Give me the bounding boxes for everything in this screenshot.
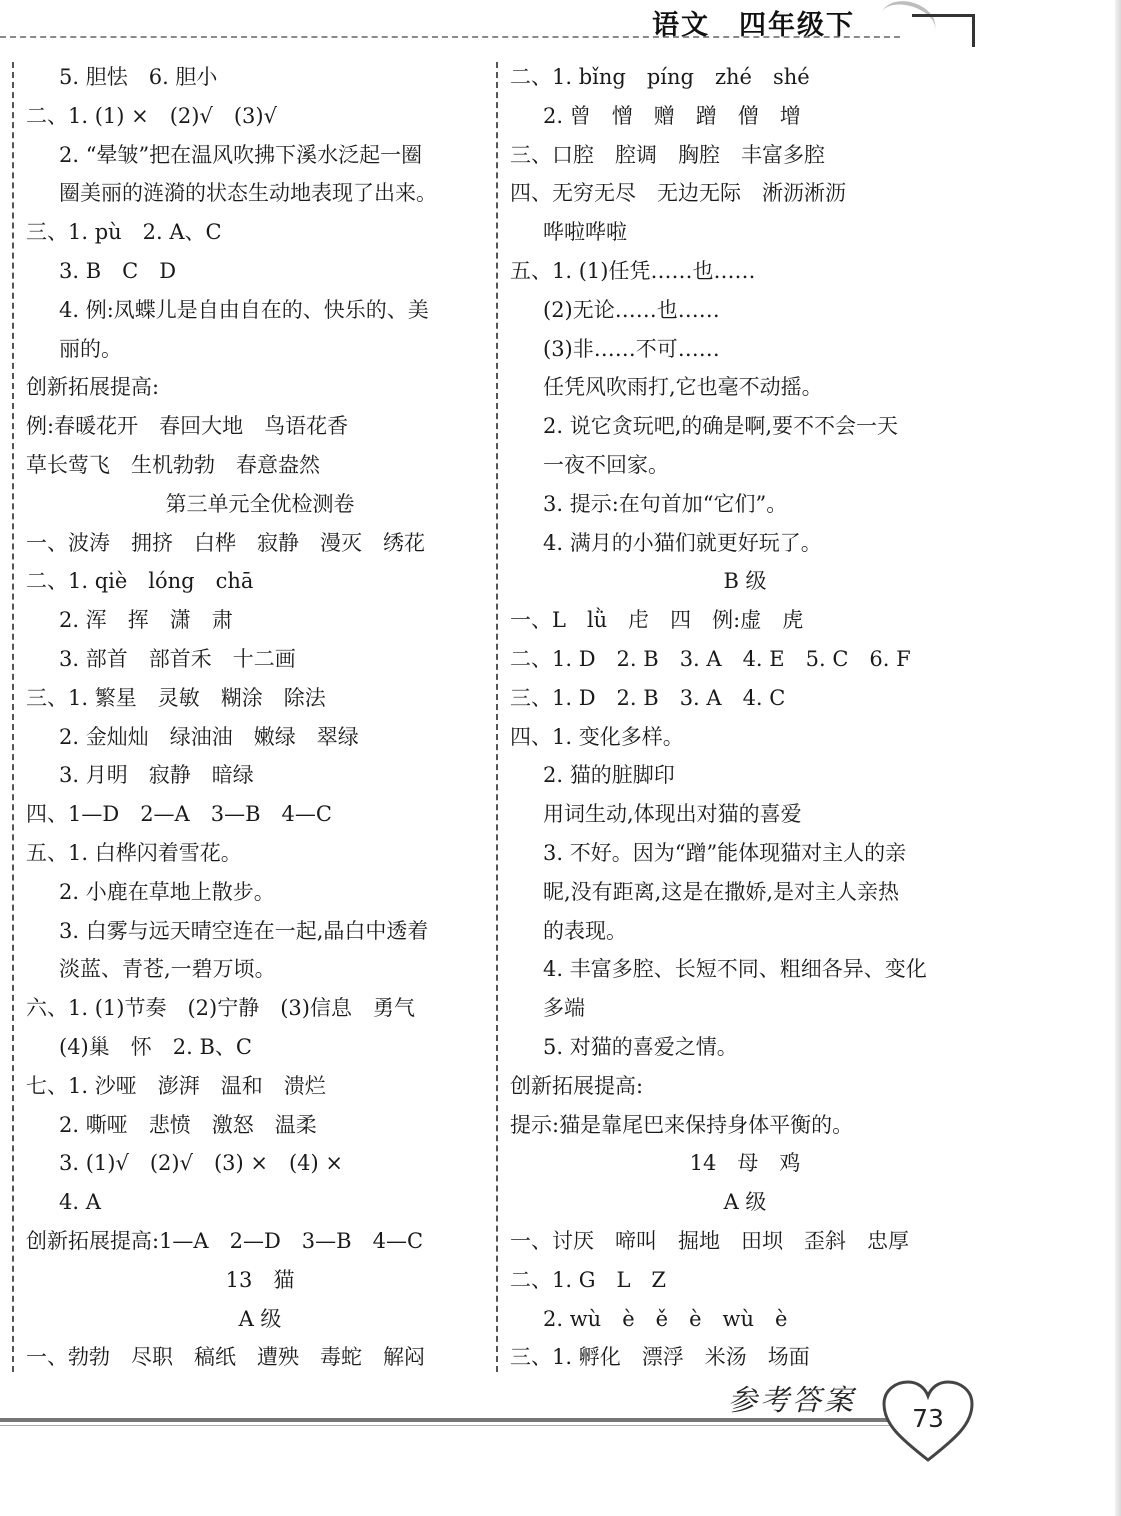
answer-line: 三、口腔 腔调 胸腔 丰富多腔 [510, 142, 825, 167]
answer-line: 哗啦哗啦 [543, 220, 627, 245]
answer-line: (4)巢 怀 2. B、C [59, 1034, 252, 1059]
header-title: 语文 四年级下 [652, 10, 855, 41]
answer-line: 例:春暖花开 春回大地 鸟语花香 [26, 414, 349, 439]
answer-line: 一夜不回家。 [543, 452, 669, 477]
answer-line: 4. 丰富多腔、长短不同、粗细各异、变化 [543, 957, 927, 982]
answer-line: 圈美丽的涟漪的状态生动地表现了出来。 [59, 181, 437, 206]
answer-line: 七、1. 沙哑 澎湃 温和 溃烂 [26, 1073, 326, 1098]
page-header [0, 0, 975, 48]
answer-line: 3. (1)√ (2)√ (3) × (4) × [59, 1151, 344, 1176]
column-divider [496, 62, 498, 1372]
answer-line: 一、L lǜ 虍 四 例:虚 虎 [510, 608, 804, 633]
answer-line: 二、1. (1) × (2)√ (3)√ [26, 103, 277, 128]
page-number: 73 [912, 1404, 944, 1433]
section-heading: A 级 [723, 1190, 767, 1215]
footer-rule-thin [0, 1425, 890, 1426]
answer-line: 五、1. 白桦闪着雪花。 [26, 840, 242, 865]
answer-line: 一、勃勃 尽职 稿纸 遭殃 毒蛇 解闷 [26, 1345, 425, 1370]
answer-line: 多端 [543, 996, 585, 1021]
answer-line: 5. 对猫的喜爱之情。 [543, 1034, 738, 1059]
section-heading: 14 母 鸡 [689, 1151, 801, 1176]
answer-line: 创新拓展提高: [26, 375, 160, 400]
answer-line: 2. 浑 挥 潇 肃 [59, 608, 233, 633]
answer-line: 二、1. D 2. B 3. A 4. E 5. C 6. F [510, 646, 911, 671]
answer-line: 草长莺飞 生机勃勃 春意盎然 [26, 452, 320, 477]
answer-line: 4. 满月的小猫们就更好玩了。 [543, 530, 822, 555]
answer-line: 创新拓展提高:1—A 2—D 3—B 4—C [26, 1228, 424, 1253]
answer-line: 三、1. D 2. B 3. A 4. C [510, 685, 786, 710]
answer-line: 的表现。 [543, 918, 627, 943]
answer-line: 2. 嘶哑 悲愤 激怒 温柔 [59, 1112, 317, 1137]
answer-line: 5. 胆怯 6. 胆小 [59, 65, 218, 89]
answer-line: 三、1. 繁星 灵敏 糊涂 除法 [26, 685, 326, 710]
right-answer-column [510, 58, 980, 1377]
section-heading: B 级 [723, 569, 767, 594]
answer-line: 一、波涛 拥挤 白桦 寂静 漫灭 绣花 [26, 530, 425, 555]
section-heading: A 级 [238, 1306, 282, 1331]
answer-line: 2. 金灿灿 绿油油 嫩绿 翠绿 [59, 724, 359, 749]
answer-line: 四、无穷无尽 无边无际 淅沥淅沥 [510, 181, 846, 206]
section-heading: 第三单元全优检测卷 [165, 491, 355, 516]
answer-line: 三、1. 孵化 漂浮 米汤 场面 [510, 1345, 810, 1370]
answer-line: 四、1. 变化多样。 [510, 724, 684, 749]
answer-line: 2. 曾 憎 赠 蹭 僧 增 [543, 103, 801, 128]
answer-line: 3. 月明 寂静 暗绿 [59, 763, 254, 788]
answer-line: 3. 部首 部首禾 十二画 [59, 646, 296, 671]
answer-line: 3. B C D [59, 258, 177, 283]
answer-line: 2. 小鹿在草地上散步。 [59, 879, 275, 904]
answer-line: 五、1. (1)任凭……也…… [510, 258, 756, 283]
answer-line: 4. 例:凤蝶儿是自由自在的、快乐的、美 [59, 297, 429, 322]
left-margin-divider [12, 62, 14, 1372]
footer-label: 参考答案 [728, 1383, 857, 1417]
answer-line: 4. A [59, 1190, 101, 1215]
answer-line: 昵,没有距离,这是在撒娇,是对主人亲热 [543, 879, 900, 904]
answer-line: (2)无论……也…… [543, 297, 720, 322]
header-corner-bracket [912, 14, 975, 47]
answer-line: 四、1—D 2—A 3—B 4—C [26, 802, 332, 827]
answer-line: 3. 提示:在句首加“它们”。 [543, 491, 788, 516]
answer-line: 二、1. G L Z [510, 1267, 667, 1292]
answer-line: 3. 白雾与远天晴空连在一起,晶白中透着 [59, 918, 429, 943]
answer-line: 三、1. pù 2. A、C [26, 220, 222, 245]
answer-line: 2. wù è ě è wù è [543, 1306, 788, 1331]
answer-line: 2. “晕皱”把在温风吹拂下溪水泛起一圈 [59, 142, 423, 167]
answer-line: 淡蓝、青苍,一碧万顷。 [59, 957, 276, 982]
answer-line: 丽的。 [59, 336, 122, 361]
answer-line: 二、1. qiè lóng chā [26, 569, 254, 594]
section-heading: 13 猫 [225, 1267, 295, 1292]
answer-line: 任凭风吹雨打,它也毫不动摇。 [543, 375, 823, 400]
answer-line: 一、讨厌 啼叫 掘地 田坝 歪斜 忠厚 [510, 1228, 909, 1253]
page-edge [1115, 0, 1121, 1516]
answer-line: 六、1. (1)节奏 (2)宁静 (3)信息 勇气 [26, 996, 415, 1021]
answer-line: 用词生动,体现出对猫的喜爱 [543, 802, 802, 827]
answer-line: 3. 不好。因为“蹭”能体现猫对主人的亲 [543, 840, 907, 865]
answer-line: 2. 说它贪玩吧,的确是啊,要不不会一天 [543, 414, 899, 439]
answer-line: 提示:猫是靠尾巴来保持身体平衡的。 [510, 1112, 854, 1137]
answer-line: 2. 猫的脏脚印 [543, 763, 675, 788]
left-answer-column [26, 58, 494, 1377]
answer-line: (3)非……不可…… [543, 336, 720, 361]
answer-line: 创新拓展提高: [510, 1073, 644, 1098]
answer-line: 二、1. bǐng píng zhé shé [510, 65, 810, 89]
